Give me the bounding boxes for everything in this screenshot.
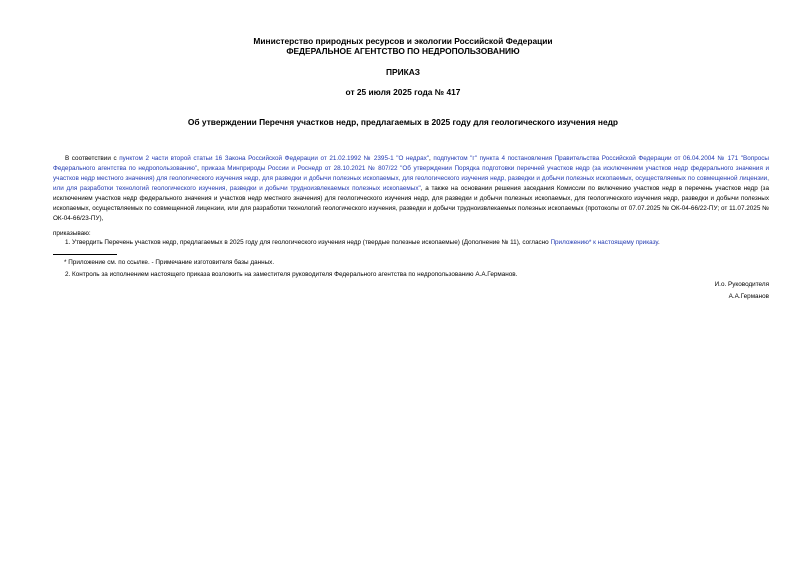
appendix-link[interactable]: Приложению* к настоящему приказу: [550, 239, 658, 246]
government-decree-link[interactable]: подпунктом "г" пункта 4 постановления Правительства Российской Федерации от 06.04.2004 № 171 "Вопросы Федерального агентства по недропользованию": [53, 155, 769, 172]
preamble-text-4: , а также на основании решения заседания Комиссии по включению участков недр в перечень участков недр (за исключением участков недр федерального значения и участков недр местного значения) для геологического изучения недр, для разведки и добычи полезных ископаемых, для геологического изучения недр, разведки и добычи полезных ископаемых, осуществляемых по совмещенной лицензии, или для разработки технологий геологического изучения, разведки и добычи трудноизвлекаемых полезных ископаемых (протоколы от 07.07.2025 № ОК-04-66/22-ПУ; от 11.07.2025 № ОК-04-66/23-ПУ),: [53, 185, 769, 222]
document-date-number: от 25 июля 2025 года № 417: [345, 87, 461, 97]
preamble-text-3: ,: [197, 165, 202, 172]
preamble-paragraph: [53, 154, 769, 224]
ministry-name: Министерство природных ресурсов и экологии Российской Федерации: [253, 36, 553, 46]
preamble-text-2: ,: [429, 155, 434, 162]
ministry-order-link[interactable]: приказа Минприроды России и Роснедр от 28.10.2021 № 807/22 "Об утверждении Порядка подготовки перечней участков недр (за исключением участков недр федерального значения и участков недр местного значения) для геологического изучения недр, для разведки и добычи полезных ископаемых, для геологического изучения недр, разведки и добычи полезных ископаемых, осуществляемых по совмещенной лицензии, или для разработки технологий геологического изучения, разведки и добычи трудноизвлекаемых полезных ископаемых": [53, 165, 769, 192]
law-link[interactable]: пунктом 2 части второй статьи 16 Закона Российской Федерации от 21.02.1992 № 2395-1 "О недрах": [119, 155, 430, 162]
preamble-text-1: В соответствии с: [65, 155, 120, 162]
agency-name: ФЕДЕРАЛЬНОЕ АГЕНТСТВО ПО НЕДРОПОЛЬЗОВАНИЮ: [286, 46, 520, 56]
order-item-2: 2. Контроль за исполнением настоящего приказа возложить на заместителя руководителя Федерального агентства по недропользованию А.А.Германов.: [65, 271, 518, 278]
order-item-1: [53, 238, 769, 248]
document-type: ПРИКАЗ: [385, 67, 421, 77]
footnote: * Приложение см. по ссылке. - Примечание изготовителя базы данных.: [64, 259, 275, 266]
ordered-text: приказываю:: [53, 230, 91, 237]
item1-text-2: .: [657, 239, 660, 246]
signatory-position: И.о. Руководителя: [714, 281, 769, 288]
footnote-divider: [53, 254, 117, 255]
document-page: [40, 0, 770, 571]
signatory-name: А.А.Германов: [728, 293, 769, 300]
document-title: Об утверждении Перечня участков недр, предлагаемых в 2025 году для геологического изучения недр: [187, 117, 619, 127]
item1-text-1: 1. Утвердить Перечень участков недр, предлагаемых в 2025 году для геологического изучения недр (твердые полезные ископаемые) (Дополнение № 11), согласно: [65, 239, 551, 246]
